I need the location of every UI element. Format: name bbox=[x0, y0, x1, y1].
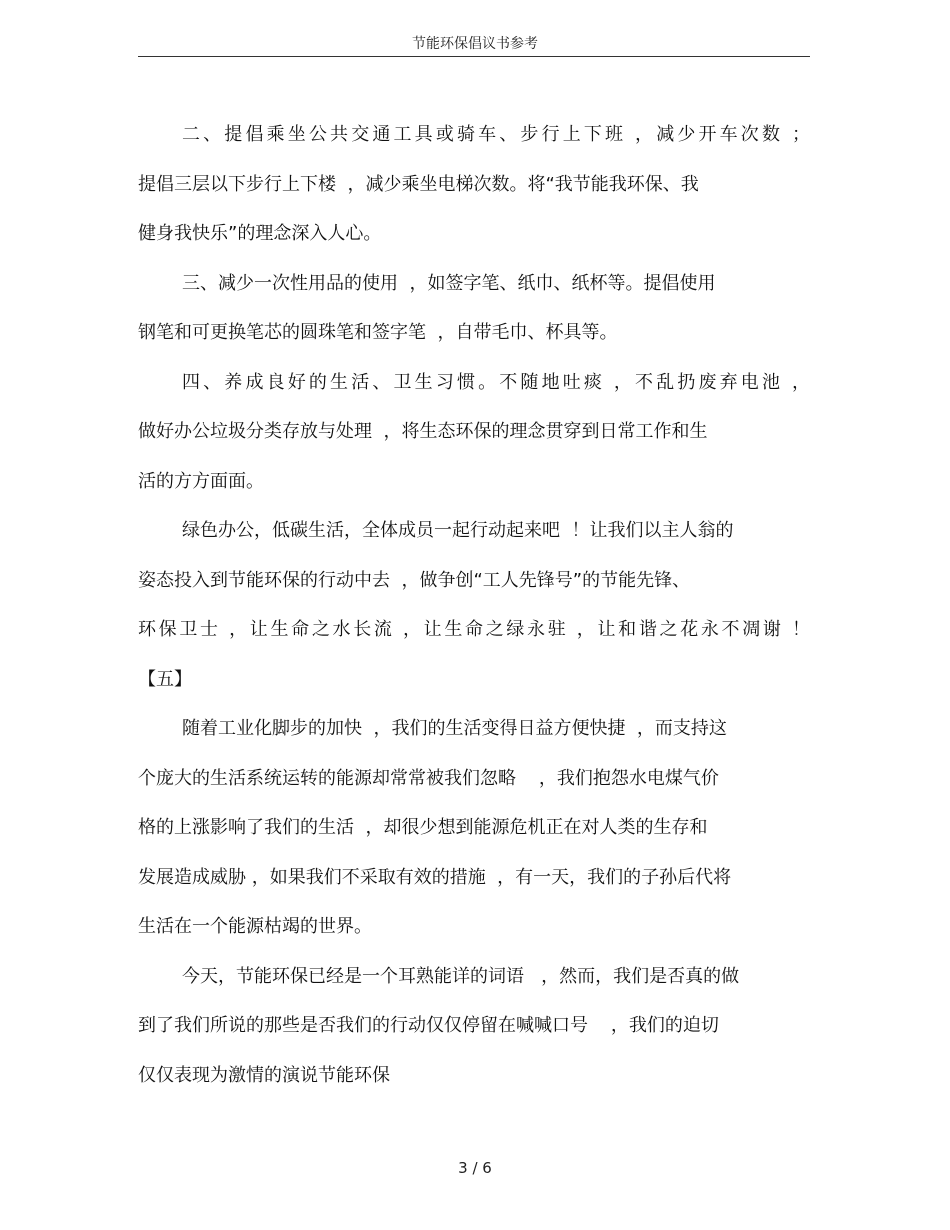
paragraph-line: 随着工业化脚步的加快 ，我们的生活变得日益方便快捷 ，而支持这 bbox=[182, 718, 727, 739]
paragraph-line: 个庞大的生活系统运转的能源却常常被我们忽略 ，我们抱怨水电煤气价 bbox=[138, 767, 719, 789]
paragraph-line: 三、减少一次性用品的使用 ，如签字笔、纸巾、纸杯等。提倡使用 bbox=[182, 272, 716, 294]
header-divider bbox=[138, 56, 810, 57]
paragraph-line: 提倡三层以下步行上下楼 ，减少乘坐电梯次数。将“我节能我环保、我 bbox=[138, 173, 699, 195]
paragraph-line: 环保卫士 ，让生命之水长流 ，让生命之绿永驻 ，让和谐之花永不凋谢 ！ bbox=[138, 619, 810, 640]
paragraph-line: 发展造成威胁 ，如果我们不采取有效的措施 ，有一天，我们的子孙后代将 bbox=[138, 866, 732, 888]
section-heading: 【五】 bbox=[138, 668, 192, 690]
paragraph-line: 到了我们所说的那些是否我们的行动仅仅停留在喊喊口号 ，我们的迫切 bbox=[138, 1015, 719, 1036]
paragraph-line: 今天，节能环保已经是一个耳熟能详的词语 ，然而，我们是否真的做 bbox=[182, 965, 740, 987]
page-number: 3 / 6 bbox=[458, 1159, 492, 1177]
paragraph-line: 二、提倡乘坐公共交通工具或骑车、步行上下班 ，减少开车次数 ； bbox=[182, 124, 810, 145]
paragraph-line: 活的方方面面。 bbox=[138, 470, 264, 492]
paragraph-line: 钢笔和可更换笔芯的圆珠笔和签字笔 ，自带毛巾、杯具等。 bbox=[138, 322, 618, 343]
paragraph-line: 姿态投入到节能环保的行动中去 ，做争创“工人先锋号”的节能先锋、 bbox=[138, 569, 691, 591]
paragraph-line: 四、养成良好的生活、卫生习惯。不随地吐痰 ，不乱扔废弃电池 ， bbox=[182, 371, 810, 393]
paragraph-line: 仅仅表现为激情的演说节能环保 bbox=[138, 1064, 390, 1086]
paragraph-line: 格的上涨影响了我们的生活 ，却很少想到能源危机正在对人类的生存和 bbox=[138, 817, 708, 838]
paragraph-line: 生活在一个能源枯竭的世界。 bbox=[138, 916, 372, 937]
paragraph-line: 健身我快乐”的理念深入人心。 bbox=[138, 223, 382, 244]
paragraph-line: 做好办公垃圾分类存放与处理 ，将生态环保的理念贯穿到日常工作和生 bbox=[138, 421, 708, 442]
document-body bbox=[138, 110, 810, 1100]
paragraph-line: 绿色办公，低碳生活，全体成员一起行动起来吧 ！让我们以主人翁的 bbox=[182, 520, 734, 541]
page-header-title: 节能环保倡议书参考 bbox=[412, 36, 538, 52]
